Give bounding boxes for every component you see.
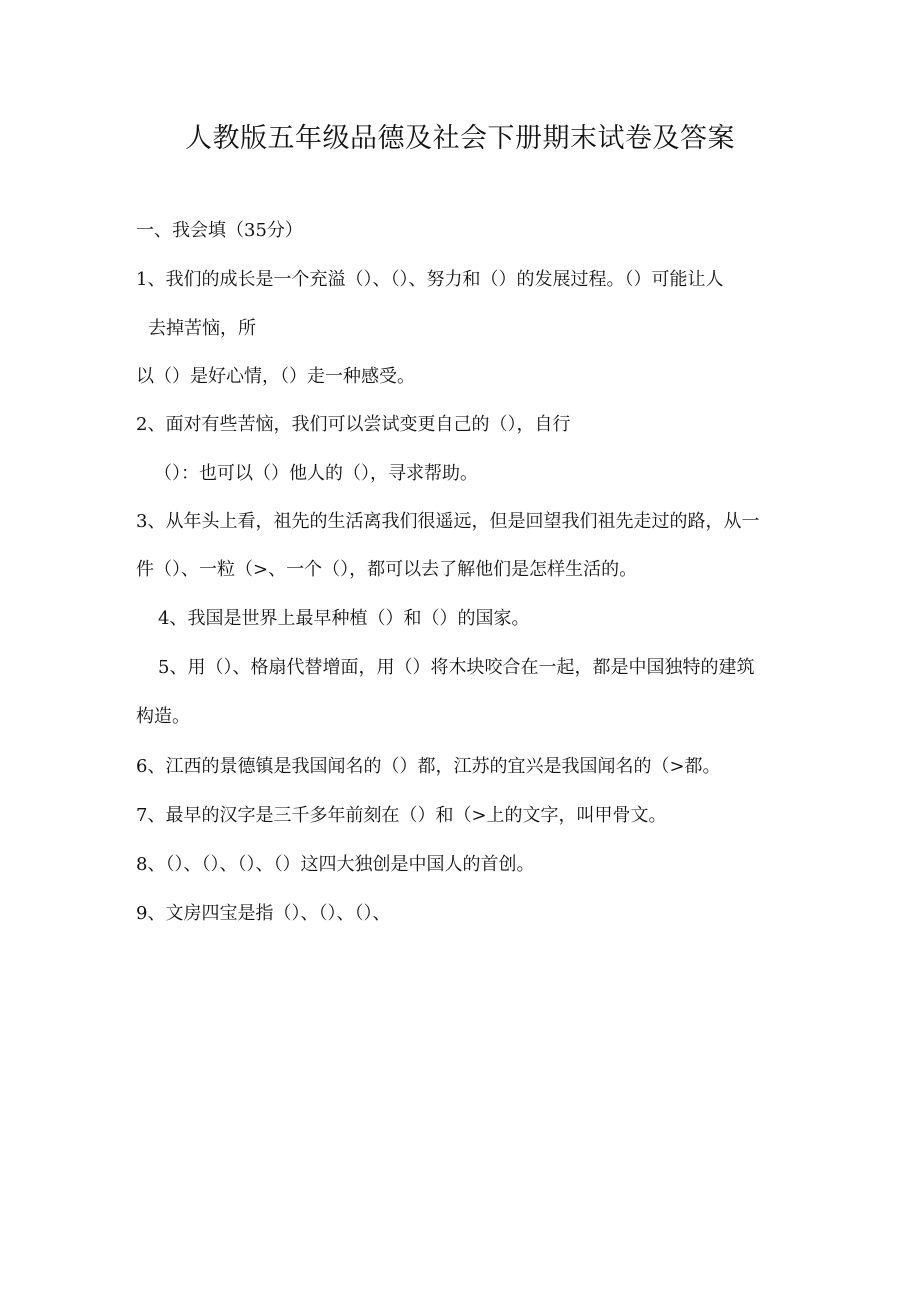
question-6: 6、江西的景德镇是我国闻名的（）都，江苏的宜兴是我国闻名的（>都。 [136,756,721,777]
question-2-line-1: 2、面对有些苦恼，我们可以尝试变更自己的（），自行 [136,414,571,435]
question-7: 7、最早的汉字是三千多年前刻在（）和（>上的文字，叫甲骨文。 [136,805,667,826]
question-3-line-1: 3、从年头上看，祖先的生活离我们很遥远，但是回望我们祖先走过的路，从一 [136,511,760,532]
question-4: 4、我国是世界上最早种植（）和（）的国家。 [158,608,530,629]
question-1-line-1: 1、我们的成长是一个充溢（）、（）、努力和（）的发展过程。（）可能让人 [136,269,724,290]
section-heading: 一、我会填（35分） [136,220,303,241]
question-8: 8、（）、（）、（）、（）这四大独创是中国人的首创。 [136,854,535,875]
question-1-line-2: 去掉苦恼，所 [148,318,256,339]
page-title: 人教版五年级品德及社会下册期末试卷及答案 [185,123,735,154]
question-1-line-3: 以（）是好心情，（）走一种感受。 [136,366,415,387]
question-5-line-2: 构造。 [136,706,190,727]
question-3-line-2: 件（）、一粒（>、一个（），都可以去了解他们是怎样生活的。 [136,559,638,580]
question-5-line-1: 5、用（）、格扇代替增面，用（）将木块咬合在一起，都是中国独特的建筑 [158,657,755,678]
question-2-line-2: （）：也可以（）他人的（），寻求帮助。 [154,463,478,484]
question-9: 9、文房四宝是指（）、（）、（）、 [136,903,391,924]
